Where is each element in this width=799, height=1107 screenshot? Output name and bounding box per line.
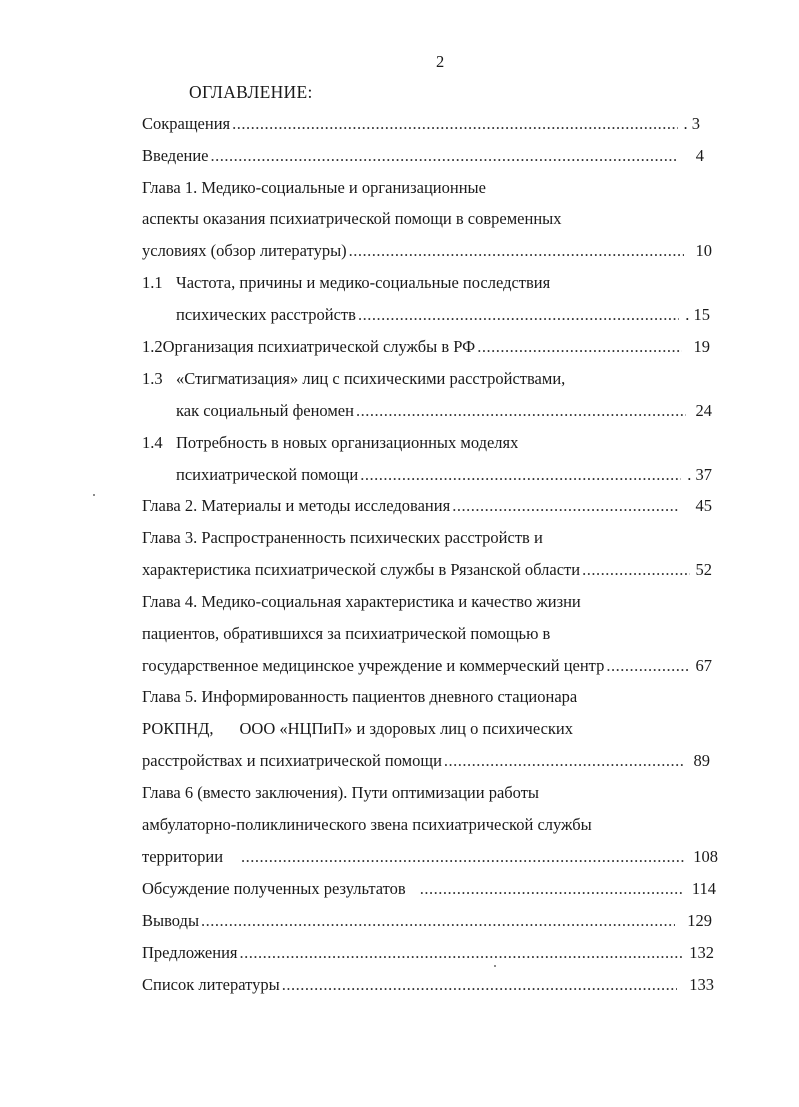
toc-page: . 3 [683, 114, 700, 133]
toc-entry-chapter5 [142, 750, 710, 772]
toc-label: психических расстройств [176, 305, 356, 324]
toc-chapter5-line2 [142, 718, 573, 740]
scan-speck [93, 494, 95, 496]
section-number: 1.1 [142, 273, 163, 292]
toc-page: 129 [687, 911, 712, 930]
toc-entry-conclusions [142, 910, 712, 932]
toc-entry-discussion [142, 878, 716, 900]
toc-page: 108 [693, 847, 718, 866]
toc-section-1-3-line1 [142, 368, 565, 390]
toc-label: психиатрической помощи [176, 465, 359, 484]
toc-entry-section-1-1 [176, 304, 710, 326]
toc-label: Организация психиатрической службы в РФ [162, 337, 476, 356]
toc-entry-chapter1 [142, 240, 712, 262]
toc-page: 114 [691, 879, 716, 898]
toc-label: территории [142, 847, 224, 866]
toc-entry-chapter3 [142, 559, 712, 581]
toc-entry-section-1-2 [142, 336, 710, 358]
toc-label: Выводы [142, 911, 200, 930]
toc-chapter4-line2: пациентов, обратившихся за психиатрической помощью в [142, 624, 551, 643]
toc-entry-proposals [142, 942, 714, 964]
toc-chapter4-line1: Глава 4. Медико-социальная характеристика и качество жизни [142, 592, 581, 611]
toc-page: 24 [695, 401, 712, 420]
toc-section-1-1-line1 [142, 272, 550, 294]
toc-page: 89 [693, 751, 710, 770]
toc-chapter3-line1: Глава 3. Распространенность психических расстройств и [142, 528, 543, 547]
toc-page: 67 [695, 656, 712, 675]
toc-page: . 15 [685, 305, 710, 324]
toc-title: ОГЛАВЛЕНИЕ: [189, 82, 313, 102]
toc-label: РОКПНД, [142, 719, 214, 738]
toc-label: расстройствах и психиатрической помощи [142, 751, 442, 770]
toc-label: как социальный феномен [176, 401, 354, 420]
toc-page: 19 [693, 337, 710, 356]
toc-chapter1-line2: аспекты оказания психиатрической помощи в современных [142, 209, 562, 228]
toc-page: 132 [689, 943, 714, 962]
toc-entry-section-1-4 [176, 464, 712, 486]
page-number: 2 [436, 52, 445, 71]
toc-label: Глава 2. Материалы и методы исследования [142, 496, 451, 515]
toc-chapter6-line2: амбулаторно-поликлинического звена психиатрической службы [142, 815, 592, 834]
toc-label: Потребность в новых организационных моделях [176, 433, 519, 452]
toc-entry-chapter6 [142, 846, 718, 868]
toc-label: Предложения [142, 943, 238, 962]
toc-label: Частота, причины и медико-социальные последствия [176, 273, 551, 292]
toc-label: государственное медицинское учреждение и коммерческий центр [142, 656, 605, 675]
toc-chapter1-line1: Глава 1. Медико-социальные и организационные [142, 178, 486, 197]
toc-label: Список литературы [142, 975, 280, 994]
toc-page: 4 [695, 146, 704, 165]
toc-chapter5-line1: Глава 5. Информированность пациентов дневного стационара [142, 687, 578, 706]
toc-entry-chapter2 [142, 495, 712, 517]
scan-speck [494, 965, 496, 967]
toc-entry-section-1-3 [176, 400, 712, 422]
toc-label: Введение [142, 146, 209, 165]
toc-label: Обсуждение полученных результатов [142, 879, 406, 898]
toc-page: 10 [695, 241, 712, 260]
toc-chapter6-line1: Глава 6 (вместо заключения). Пути оптимизации работы [142, 783, 540, 802]
toc-label: Сокращения [142, 114, 231, 133]
toc-entry-references [142, 974, 714, 996]
toc-page: . 37 [687, 465, 712, 484]
toc-entry-chapter4 [142, 655, 712, 677]
section-number: 1.4 [142, 433, 163, 452]
toc-label: характеристика психиатрической службы в Рязанской области [142, 560, 581, 579]
toc-section-1-4-line1 [142, 432, 518, 454]
toc-entry-introduction [142, 145, 704, 167]
toc-page: 45 [695, 496, 712, 515]
section-number: 1.3 [142, 369, 163, 388]
toc-label: «Стигматизация» лиц с психическими расстройствами, [176, 369, 566, 388]
section-number: 1.2 [142, 337, 163, 356]
toc-entry-abbreviations [142, 113, 700, 135]
toc-page: 133 [689, 975, 714, 994]
toc-label: условиях (обзор литературы) [142, 241, 347, 260]
toc-page: 52 [695, 560, 712, 579]
toc-label: ООО «НЦПиП» и здоровых лиц о психических [239, 719, 573, 738]
